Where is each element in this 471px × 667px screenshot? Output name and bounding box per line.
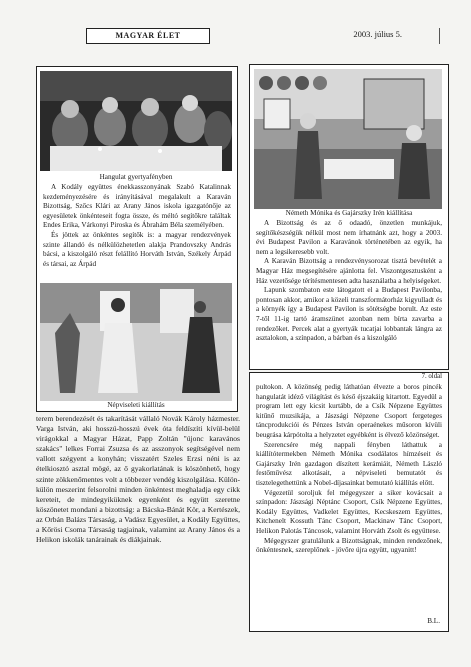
article-text — [36, 414, 240, 545]
page-header — [36, 28, 440, 44]
continued-page-ref: 7. oldal — [421, 373, 442, 380]
folk-costume-photo — [40, 283, 232, 401]
candlelight-photo — [40, 71, 232, 171]
paragraph: És jöttek az önkéntes segítők is: a magyar rendezvények szinte állandó és nélkülözhetetlen alakja Prandovszky András bácsi, a kiszolgáló részt felállító Horváth István, Székely Árpád és társai, az Árpád — [43, 230, 231, 268]
paragraph: A Kodály együttes énekkasszonyának Szabó Katalinnak kezdeményezésére és irányításával megalakult a Karaván Bizottság, Szőcs Klári az Arany János iskola igazgatónője az egyesületek önkénteseit fogta össze, és méltó segítőkre találtak Endes Erika, Várkonyi Piroska és Ábrahám Béla személyében. — [43, 183, 231, 230]
article-left-continued — [36, 414, 240, 545]
paragraph: A Bizottság és az ő odaadó, önzetlen munkájuk, segítőkészségük nélkül most nem írhatnánk azt, hogy a 2003. évi Budapest Pavilon a Karavánok történetében az egyik, ha nem a legsikeresebb volt. — [256, 219, 442, 256]
exhibition-photo — [254, 69, 442, 209]
photo-caption: Népviseleti kiállítás — [107, 401, 165, 409]
paragraph: Lapunk szombaton este látogatott el a Budapest Pavilonba, pontosan akkor, amikor a közeli transzformátorház kigyulladt és a környék így a Budapest Pavilon is sötétségbe borult. Az este 7-től 11-ig tartó áramszünet azonban nem bírta zavarba a rendezőket. Percek alat a gyertyák tucatjai lobbantak lángra az asztalokon, a színpadon, a bárban és a kiszolgáló — [256, 286, 442, 343]
article-text — [43, 183, 231, 269]
paragraph: A Karaván Bizottság a rendezvénysorozat tisztá bevételét a Magyar Ház megsegítésére ajánlotta fel. Viszontgesztusként a Ház vezetősége térítésmentesen adta használatba a helyiségeket. — [256, 257, 442, 285]
article-text — [256, 219, 442, 344]
paragraph: Szerencsére még nappali fényben láthattuk a kiállítótermekben Németh Mónika csodálatos hímzéseit és Gajárszky Irén gazdagon díszített kerámiáit, Németh László festőművész alkotásait, a népviseleti bemutatót és tisztelegethettünk a Nobel-díjasainkat bemutató kiállítás előtt. — [256, 440, 442, 487]
article-right-continued — [249, 372, 449, 632]
masthead: MAGYAR ÉLET — [86, 28, 210, 44]
article-text — [256, 383, 442, 556]
paragraph: pultokon. A közönség pedig láthatóan élvezte a boros pincék hangulatát idéző világítást és késő éjszakáig kitartott. Egyedül a program lett egy kicsit kurtább, de a Csík Népzene Együttes kitűnő muzsikája, a Jászsági Népzene Csoport fergeteges táncprodukciói és Pénzes István operaénekes műsoron kívüli beugrása kárpótolta a helyzetet egyébként is élvező közönséget. — [256, 383, 442, 439]
photo-caption: Hangulat gyertyafényben — [99, 173, 173, 181]
issue-date: 2003. július 5. — [353, 29, 402, 39]
paragraph: terem berendezését és takarítását vállaló Novák Károly házmester. Varga István, aki hosszú-hosszú évek óta feldíszíti kívül-belül virágokkal a Magyar Házat, Papp Zoltán "újonc karavános szakács" lelkes Forrai Zsuzsa és az asszonyok segítségével nem vallott szégyent a konyhán; visszatért Szeles Erzsi néni is az ételkiosztó asztal mögé, az ő gyakorlatának is köszönhető, hogy szinte zökkenőmentes volt a többezer vendég kiszolgálása. Külön-külön meszerint felsorolni minden önkéntest meghaladja egy cikk kereteit, de mindegyiküknek egyenként és együtt szeretne köszönetet mondani a bizottság: a Bácska-Bánát Kör, a Kertészek, az Orbán Balázs Társaság, a Vadász Egyesület, a Kodály Együttes, a Kőrösi Csoma Társaság tagjainak, valamint az Arany János és a Helikon iskolák tanárainak és diákjainak. — [36, 414, 240, 545]
paragraph: Mégegyszer gratulálunk a Bizottságnak, minden rendezőnek, önkéntesnek, szereplőnek - jövőre újra együtt, ugyanitt! — [256, 536, 442, 555]
article-left-box — [36, 66, 238, 412]
header-rule — [439, 28, 440, 44]
article-right-box — [249, 64, 449, 370]
author-signature: B.L. — [427, 617, 440, 625]
paragraph: Végezetül soroljuk fel mégegyszer a siker kovácsait a színpadon: Jászsági Néptánc Csoport, Csík Népzene Együttes, Kodály Együttes, Vadkelet Együttes, Kecskeszem Együttes, Kitchenelt Kossuth Tánc Csoport, Mackinaw Tánc Csoport, Helikon Palotás Táncosok, valamint Horváth Zsolt és együttese. — [256, 488, 442, 535]
photo-caption: Németh Mónika és Gajárszky Irén kiállítása — [285, 209, 413, 217]
